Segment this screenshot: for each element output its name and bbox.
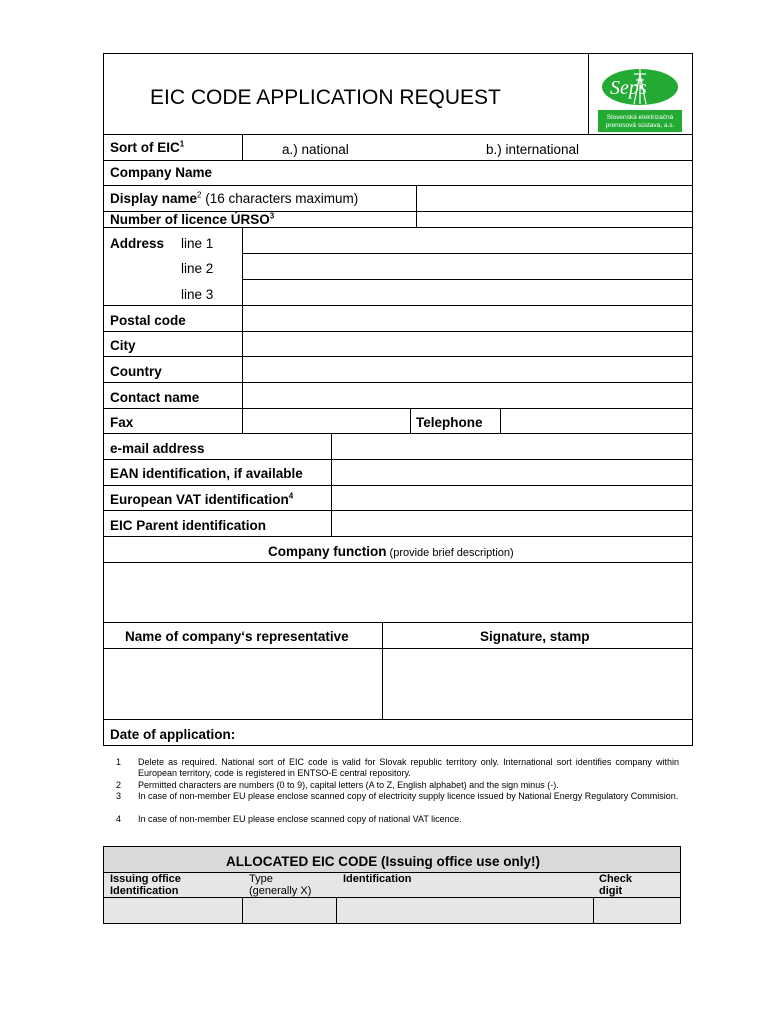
option-national[interactable]: a.) national — [282, 142, 349, 157]
footnote-text: In case of non-member EU please enclose scanned copy of national VAT licence. — [138, 814, 462, 824]
company-logo — [598, 66, 682, 132]
eic-parent-field[interactable] — [332, 511, 692, 536]
telephone-field[interactable] — [501, 409, 692, 433]
page-title: EIC CODE APPLICATION REQUEST — [150, 86, 501, 109]
country-field[interactable] — [243, 357, 692, 382]
footnote-text: In case of non-member EU please enclose scanned copy of electricity supply licence issued by National Energy Regulatory Commision. — [138, 791, 679, 801]
postal-code-field[interactable] — [243, 306, 692, 331]
signature-label: Signature, stamp — [480, 629, 590, 644]
footnote-text: Delete as required. National sort of EIC code is valid for Slovak republic territory only. International sort identifies company within European territory, code is registered in ENTSO-E central repository. — [138, 757, 679, 778]
postal-code-label: Postal code — [110, 313, 186, 328]
licence-label: Number of licence ÚRSO$^3$ — [110, 211, 275, 227]
col-identification: Identification — [343, 873, 412, 885]
company-function-field[interactable] — [104, 563, 692, 622]
address-label: Address — [110, 236, 165, 251]
option-international[interactable]: b.) international — [486, 142, 580, 157]
email-field[interactable] — [332, 434, 692, 459]
signature-field[interactable] — [383, 649, 692, 719]
col-issuing-office: Issuing office — [110, 873, 181, 885]
footnote-number: 4 — [116, 814, 122, 824]
sort-of-eic-label: Sort of EIC$^1$ — [110, 139, 185, 155]
vat-label: European VAT identification$^4$ — [110, 491, 294, 507]
footnote-number: 3 — [116, 791, 122, 801]
date-of-application-label: Date of application: — [110, 727, 236, 742]
col-type-2: (generally X) — [249, 885, 312, 897]
display-name-label: Display name$^2$ (16 characters maximum) — [110, 190, 359, 206]
footnote-number: 2 — [116, 780, 122, 790]
address-line2-label: line 2 — [181, 261, 214, 276]
footnote-text: Permitted characters are numbers (0 to 9), capital letters (A to Z, English alphabet) and the sign minus (-). — [138, 780, 559, 790]
display-name-field[interactable] — [417, 186, 692, 211]
col-type: Type — [249, 873, 273, 885]
col-issuing-office-2: Identification — [110, 885, 179, 897]
address-line3-label: line 3 — [181, 287, 214, 302]
country-label: Country — [110, 364, 162, 379]
address-line1-label: line 1 — [181, 236, 214, 251]
contact-name-field[interactable] — [243, 383, 692, 408]
col-check: Check — [599, 873, 633, 885]
company-function-label: Company function (provide brief description) — [268, 544, 514, 559]
representative-label: Name of company‘s representative — [125, 629, 349, 644]
allocated-title: ALLOCATED EIC CODE (Issuing office use only!) — [226, 854, 541, 869]
svg-text:Seps: Seps — [610, 77, 647, 99]
address-line1-field[interactable] — [243, 228, 692, 253]
company-name-label: Company Name — [110, 165, 213, 180]
type-cell[interactable] — [243, 898, 336, 923]
licence-field[interactable] — [417, 212, 692, 227]
vat-field[interactable] — [332, 486, 692, 510]
contact-name-label: Contact name — [110, 390, 200, 405]
col-check-2: digit — [599, 885, 623, 897]
ean-field[interactable] — [332, 460, 692, 485]
city-label: City — [110, 338, 136, 353]
footnote-number: 1 — [116, 757, 122, 767]
address-line3-field[interactable] — [243, 280, 692, 305]
svg-text:prenosová sústava, a.s.: prenosová sústava, a.s. — [605, 122, 675, 129]
identification-cell[interactable] — [337, 898, 593, 923]
ean-label: EAN identification, if available — [110, 466, 303, 481]
fax-label: Fax — [110, 415, 134, 430]
check-digit-cell[interactable] — [594, 898, 680, 923]
eic-parent-label: EIC Parent identification — [110, 518, 267, 533]
telephone-label: Telephone — [416, 415, 483, 430]
svg-text:Slovenská elektrizačná: Slovenská elektrizačná — [606, 114, 674, 121]
email-label: e-mail address — [110, 441, 205, 456]
city-field[interactable] — [243, 332, 692, 356]
representative-field[interactable] — [104, 649, 382, 719]
fax-field[interactable] — [243, 409, 410, 433]
issuing-office-cell[interactable] — [104, 898, 242, 923]
company-name-field[interactable] — [243, 161, 692, 185]
address-line2-field[interactable] — [243, 254, 692, 279]
